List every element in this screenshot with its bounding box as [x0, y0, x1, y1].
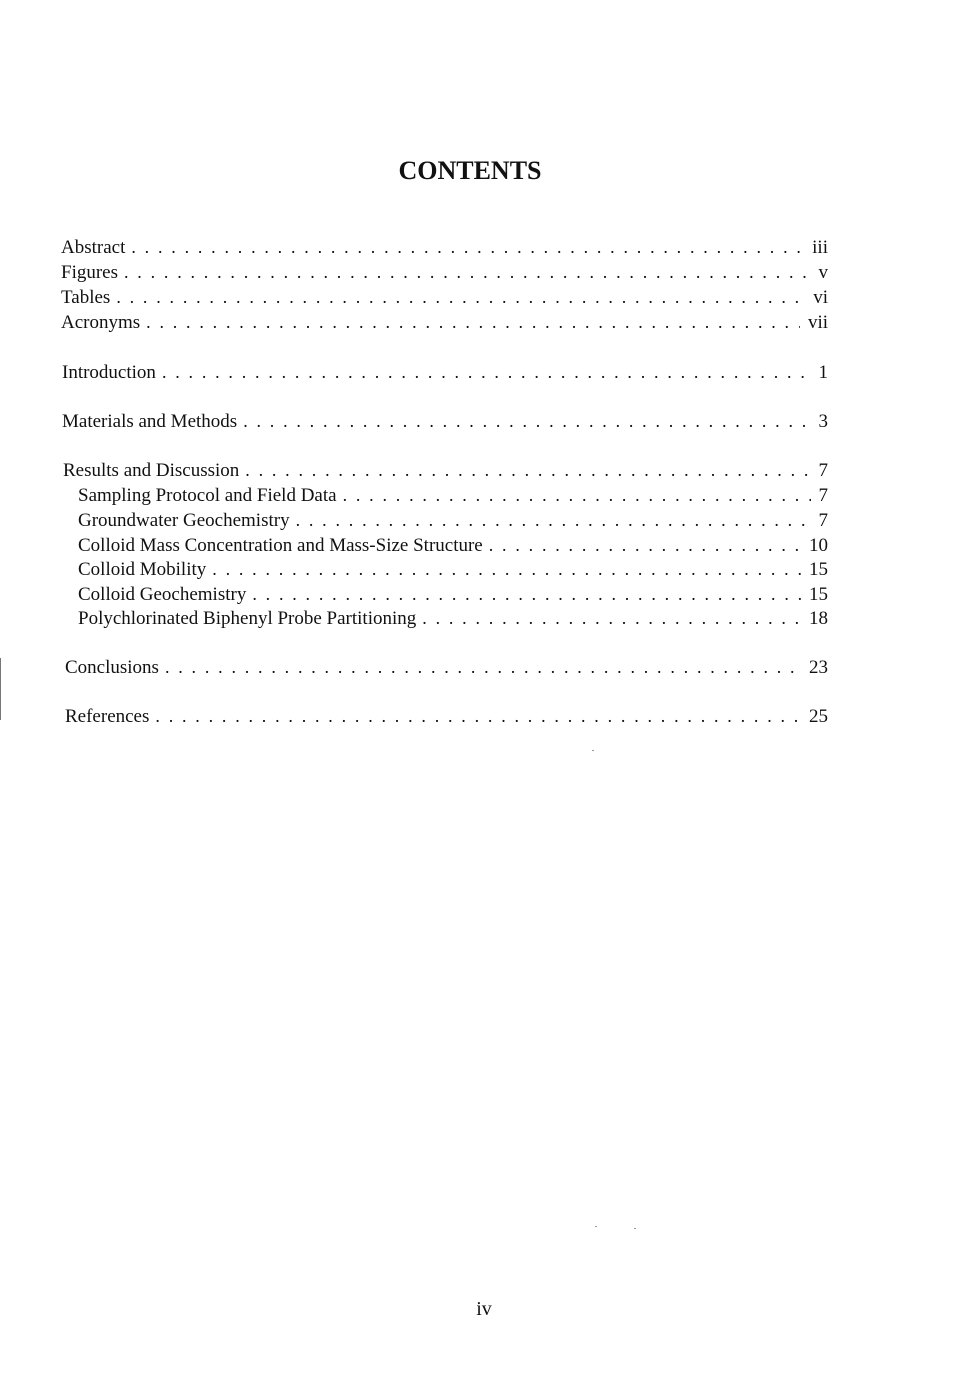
page-number: iv [476, 1298, 492, 1320]
toc-entry-label: Colloid Mass Concentration and Mass-Size Structure [78, 535, 483, 556]
toc-entry-page: 25 [809, 706, 828, 727]
toc-entry-introduction[interactable] [62, 360, 828, 384]
dot-leader [252, 582, 801, 606]
scan-speck [592, 750, 594, 751]
toc-entry-label: Results and Discussion [63, 460, 240, 481]
dot-leader [489, 533, 801, 557]
dot-leader [212, 557, 801, 581]
dot-leader [243, 409, 810, 433]
scan-speck [634, 1228, 636, 1229]
dot-leader [162, 360, 811, 384]
toc-entry-page: 15 [809, 584, 828, 605]
toc-entry-label: Colloid Geochemistry [78, 584, 247, 605]
scan-margin-mark [0, 658, 1, 720]
toc-entry-page: 18 [809, 608, 828, 629]
toc-entry-colloid-mass-concentration[interactable] [78, 533, 828, 557]
toc-entry-sampling-protocol[interactable] [78, 483, 828, 507]
toc-entry-label: Acronyms [61, 312, 141, 333]
dot-leader [422, 606, 801, 630]
toc-entry-acronyms[interactable] [61, 310, 828, 334]
dot-leader [146, 310, 800, 334]
dot-leader [155, 704, 801, 728]
dot-leader [165, 655, 801, 679]
toc-entry-label: Groundwater Geochemistry [78, 510, 290, 531]
toc-entry-page: vii [807, 312, 828, 333]
toc-entry-page: 7 [818, 510, 828, 531]
toc-entry-label: Introduction [62, 362, 156, 383]
dot-leader [343, 483, 811, 507]
toc-entry-page: 7 [818, 460, 828, 481]
toc-entry-label: Sampling Protocol and Field Data [78, 485, 337, 506]
dot-leader [296, 508, 811, 532]
toc-entry-label: Polychlorinated Biphenyl Probe Partitioning [78, 608, 417, 629]
toc-entry-colloid-mobility[interactable] [78, 557, 828, 581]
toc-entry-results-and-discussion[interactable] [63, 458, 828, 482]
dot-leader [124, 260, 811, 284]
toc-entry-label: Conclusions [65, 657, 159, 678]
toc-entry-materials-and-methods[interactable] [62, 409, 828, 433]
toc-entry-page: vi [813, 287, 828, 308]
toc-entry-label: Abstract [61, 237, 126, 258]
toc-entry-colloid-geochemistry[interactable] [78, 582, 828, 606]
toc-entry-label: Tables [61, 287, 111, 308]
dot-leader [245, 458, 810, 482]
toc-entry-page: 3 [818, 411, 828, 432]
page-title: CONTENTS [398, 156, 542, 185]
toc-entry-tables[interactable] [61, 285, 828, 309]
toc-entry-label: Colloid Mobility [78, 559, 207, 580]
toc-entry-figures[interactable] [61, 260, 828, 284]
toc-entry-groundwater-geochemistry[interactable] [78, 508, 828, 532]
toc-entry-abstract[interactable] [61, 235, 828, 259]
toc-entry-references[interactable] [65, 704, 828, 728]
toc-entry-page: v [818, 262, 828, 283]
toc-entry-page: 7 [818, 485, 828, 506]
dot-leader [131, 235, 804, 259]
dot-leader [116, 285, 805, 309]
toc-entry-conclusions[interactable] [65, 655, 828, 679]
toc-entry-label: Materials and Methods [62, 411, 238, 432]
toc-entry-page: 15 [809, 559, 828, 580]
toc-entry-pcb-probe-partitioning[interactable] [78, 606, 828, 630]
toc-entry-page: iii [812, 237, 828, 258]
toc-entry-label: References [65, 706, 150, 727]
scan-speck [595, 1226, 597, 1227]
toc-entry-label: Figures [61, 262, 118, 283]
toc-entry-page: 10 [809, 535, 828, 556]
toc-entry-page: 1 [818, 362, 828, 383]
toc-entry-page: 23 [809, 657, 828, 678]
